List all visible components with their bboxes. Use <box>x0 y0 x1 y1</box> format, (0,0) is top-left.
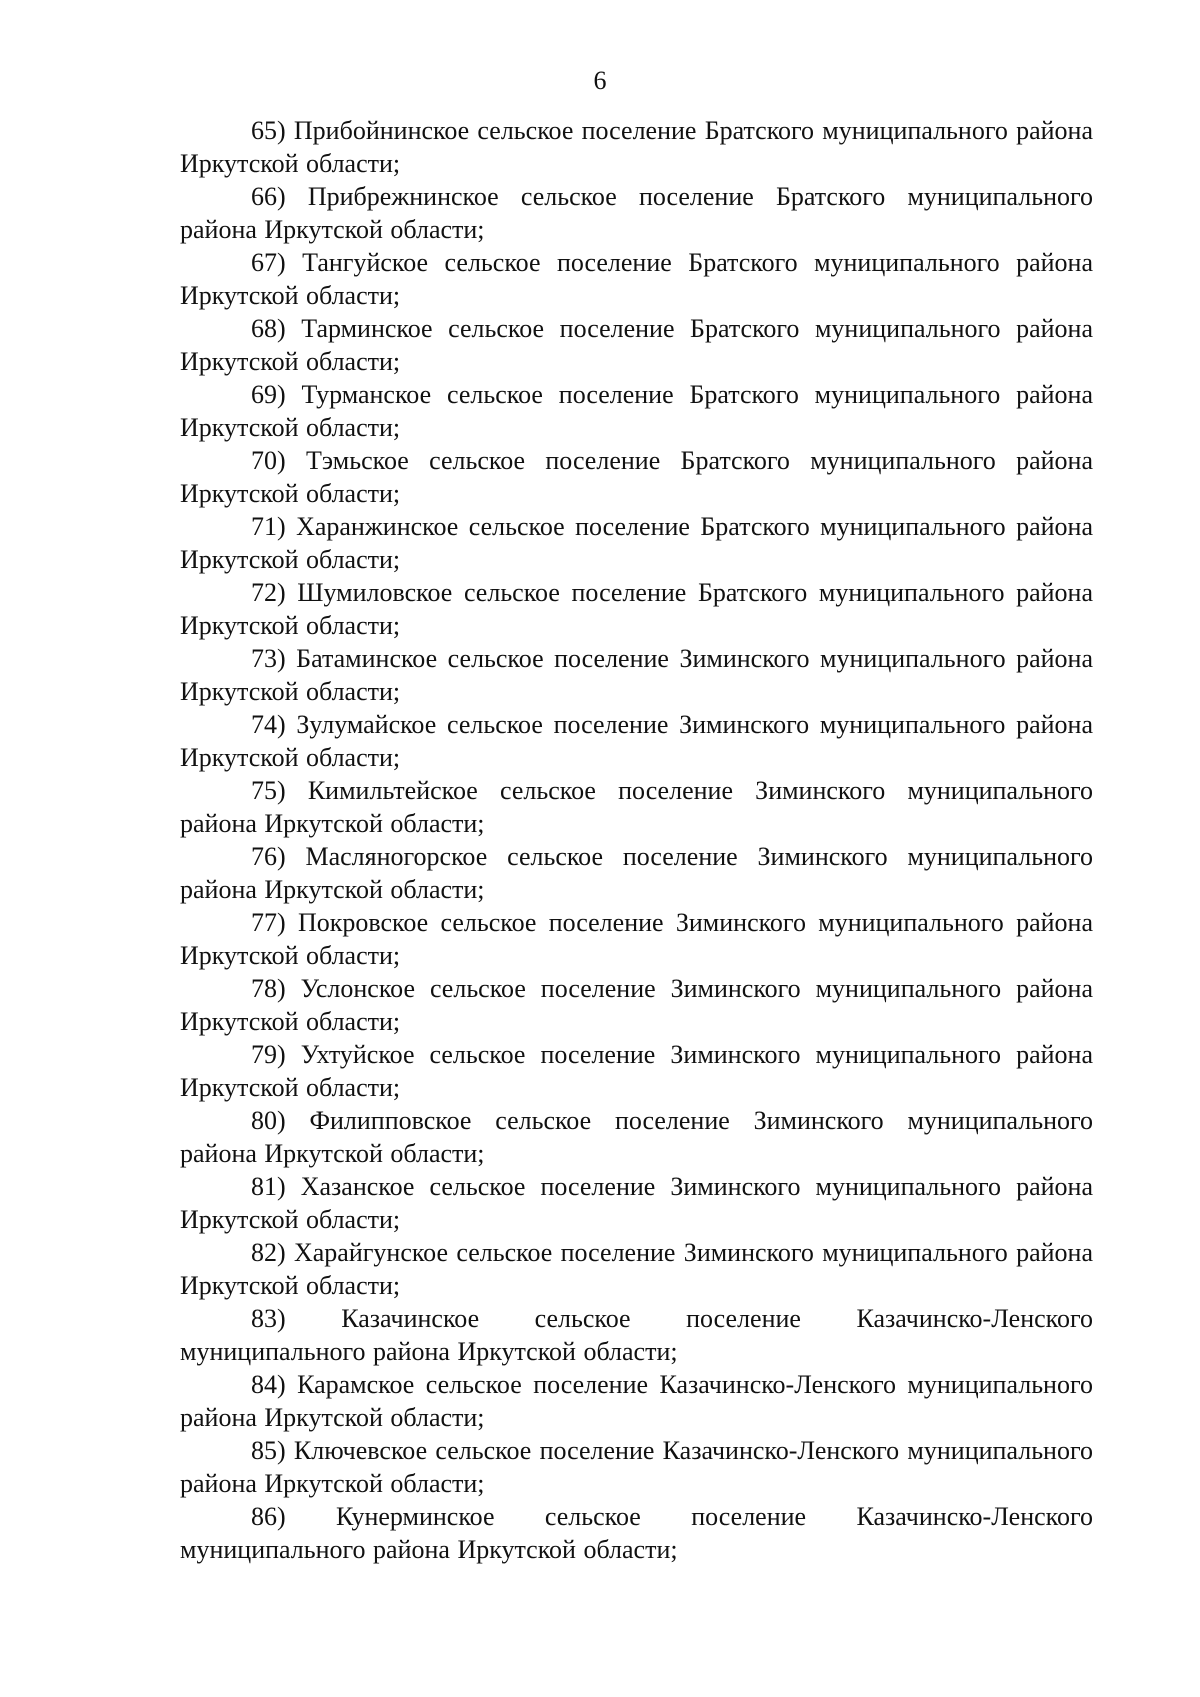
list-item: 77) Покровское сельское поселение Зиминского муниципального района Иркутской области; <box>180 908 1093 970</box>
list-item: 66) Прибрежнинское сельское поселение Братского муниципального района Иркутской области; <box>180 182 1093 244</box>
list-item: 81) Хазанское сельское поселение Зиминского муниципального района Иркутской области; <box>180 1172 1093 1234</box>
list-item: 78) Услонское сельское поселение Зиминского муниципального района Иркутской области; <box>180 974 1093 1036</box>
list-item: 80) Филипповское сельское поселение Зиминского муниципального района Иркутской области; <box>180 1106 1093 1168</box>
list-item: 65) Прибойнинское сельское поселение Братского муниципального района Иркутской области; <box>180 116 1093 178</box>
list-item: 67) Тангуйское сельское поселение Братского муниципального района Иркутской области; <box>180 248 1093 310</box>
list-item: 85) Ключевское сельское поселение Казачинско-Ленского муниципального района Иркутской области; <box>180 1436 1093 1498</box>
list-item: 83) Казачинское сельское поселение Казачинско-Ленского муниципального района Иркутской области; <box>180 1304 1093 1366</box>
list-item: 76) Масляногорское сельское поселение Зиминского муниципального района Иркутской области; <box>180 842 1093 904</box>
list-item: 72) Шумиловское сельское поселение Братского муниципального района Иркутской области; <box>180 578 1093 640</box>
list-item: 84) Карамское сельское поселение Казачинско-Ленского муниципального района Иркутской области; <box>180 1370 1093 1432</box>
list-item: 75) Кимильтейское сельское поселение Зиминского муниципального района Иркутской области; <box>180 776 1093 838</box>
list-item: 68) Тарминское сельское поселение Братского муниципального района Иркутской области; <box>180 314 1093 376</box>
list-item: 70) Тэмьское сельское поселение Братского муниципального района Иркутской области; <box>180 446 1093 508</box>
list-item: 79) Ухтуйское сельское поселение Зиминского муниципального района Иркутской области; <box>180 1040 1093 1102</box>
list-item: 82) Харайгунское сельское поселение Зиминского муниципального района Иркутской области; <box>180 1238 1093 1300</box>
list-item: 86) Кунерминское сельское поселение Казачинско-Ленского муниципального района Иркутской области; <box>180 1502 1093 1564</box>
settlement-list <box>180 114 1093 1566</box>
list-item: 73) Батаминское сельское поселение Зиминского муниципального района Иркутской области; <box>180 644 1093 706</box>
page-number: 6 <box>593 66 607 95</box>
list-item: 74) Зулумайское сельское поселение Зиминского муниципального района Иркутской области; <box>180 710 1093 772</box>
list-item: 71) Харанжинское сельское поселение Братского муниципального района Иркутской области; <box>180 512 1093 574</box>
list-item: 69) Турманское сельское поселение Братского муниципального района Иркутской области; <box>180 380 1093 442</box>
